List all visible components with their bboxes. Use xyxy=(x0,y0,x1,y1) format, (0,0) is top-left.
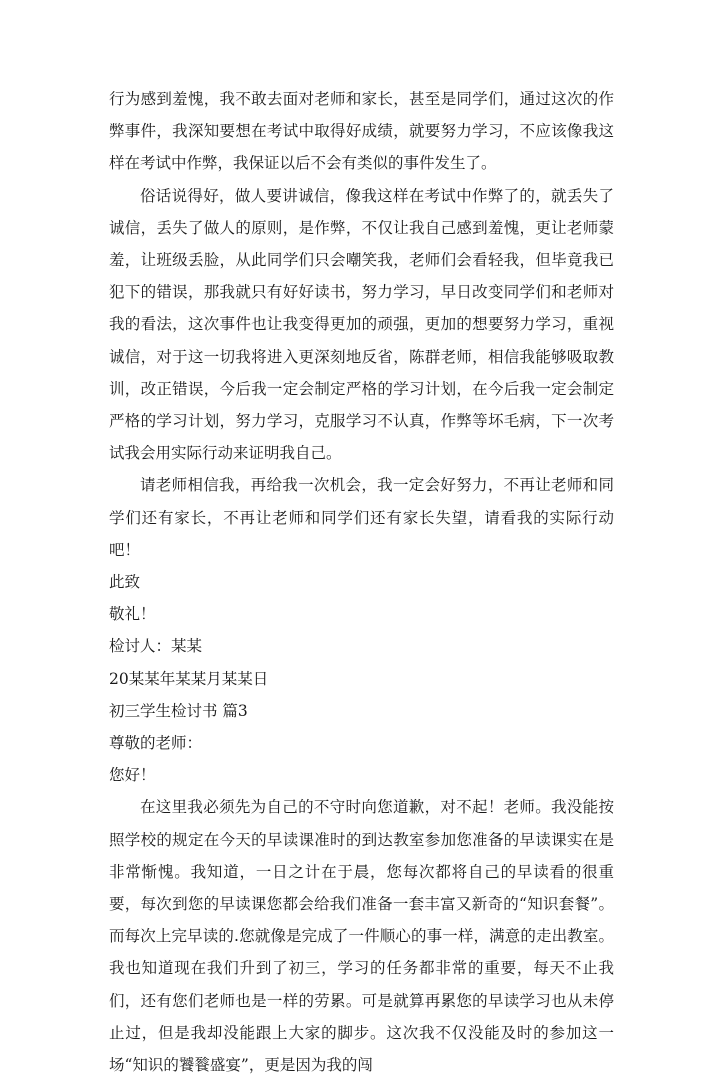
section-title: 初三学生检讨书 篇3 xyxy=(109,701,248,720)
signer-line: 检讨人：某某 xyxy=(109,637,203,656)
paragraph-integrity: 俗话说得好，做人要讲诚信，像我这样在考试中作弊了的，就丢失了诚信，丢失了做人的原则，是作弊，不仅让我自己感到羞愧，更让老师蒙羞，让班级丢脸，从此同学们只会嘲笑我，老师们会看轻我，但毕竟我已犯下的错误，那我就只有好好读书，努力学习，早日改变同学们和老师对我的看法，这次事件也让我变得更加的顽强，更加的想要努力学习，重视诚信，对于这一切我将进入更深刻地反省，陈群老师，相信我能够吸取教训，改正错误，今后我一定会制定严格的学习计划，在今后我一定会制定严格的学习计划，努力学习，克服学习不认真，作弊等坏毛病，下一次考试我会用实际行动来证明我自己。 xyxy=(109,186,614,463)
paragraph-apology: 在这里我必须先为自己的不守时向您道歉，对不起！老师。我没能按照学校的规定在今天的早读课准时的到达教室参加您准备的早读课实在是非常惭愧。我知道，一日之计在于晨，您每次都将自己的早读看的很重要，每次到您的早读课您都会给我们准备一套丰富又新奇的“知识套餐”。而每次上完早读的.您就像是完成了一件顺心的事一样，满意的走出教室。我也知道现在我们升到了初三，学习的任务都非常的重要，每天不止我们，还有您们老师也是一样的劳累。可是就算再累您的早读学习也从未停止过，但是我却没能跟上大家的脚步。这次我不仅没能及时的参加这一场“知识的饕餮盛宴”，更是因为我的闯 xyxy=(109,798,614,1075)
greeting-line: 尊敬的老师： xyxy=(109,734,203,753)
date-line: 20某某年某某月某某日 xyxy=(109,669,269,688)
closing-salutation: 此致 xyxy=(109,573,141,592)
greeting-hello: 您好！ xyxy=(109,766,156,785)
paragraph-request: 请老师相信我，再给我一次机会，我一定会好努力，不再让老师和同学们还有家长，不再让老师和同学们还有家长失望，请看我的实际行动吧！ xyxy=(109,476,614,559)
closing-regards: 敬礼！ xyxy=(109,605,156,624)
paragraph-continuation: 行为感到羞愧，我不敢去面对老师和家长，甚至是同学们，通过这次的作弊事件，我深知要想在考试中取得好成绩，就要努力学习，不应该像我这样在考试中作弊，我保证以后不会有类似的事件发生了。 xyxy=(109,90,614,173)
document-body xyxy=(109,83,614,1081)
